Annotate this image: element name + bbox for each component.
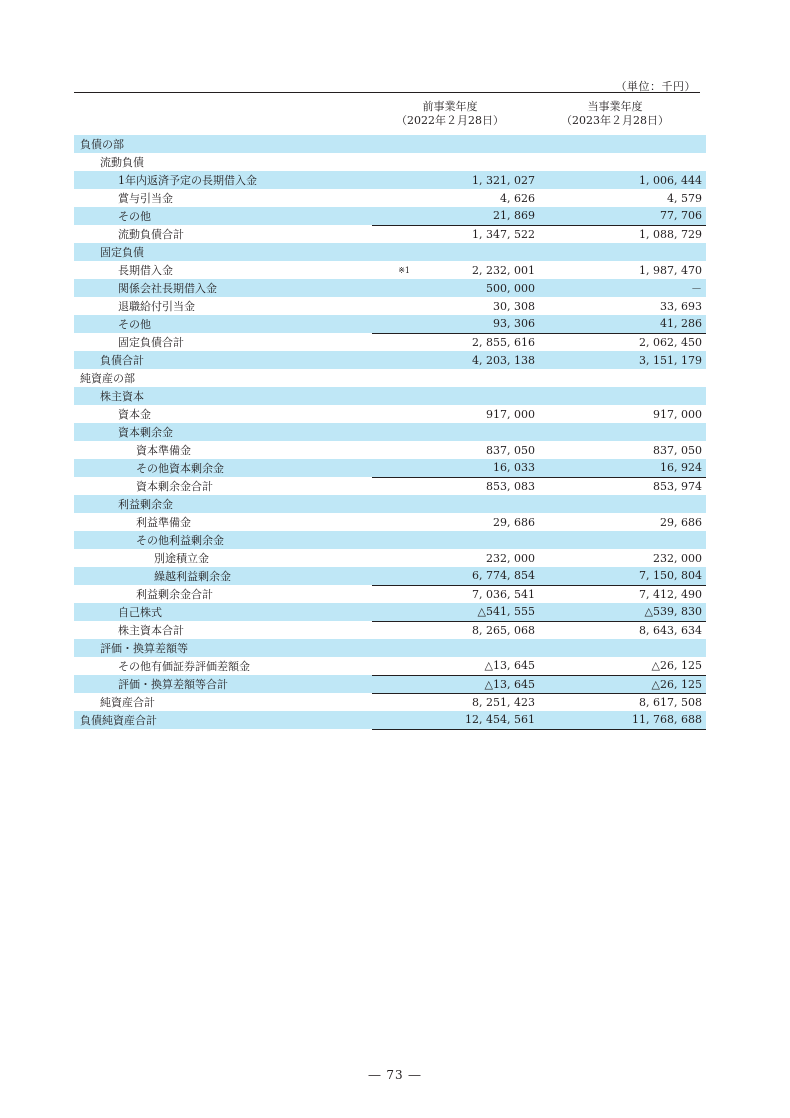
prev-year-value — [372, 513, 539, 531]
table-row — [74, 549, 706, 567]
row-label: その他 — [74, 315, 372, 333]
curr-year-value: 2, 062, 450 — [539, 333, 706, 351]
curr-year-value: 41, 286 — [539, 315, 706, 333]
prev-year-value — [372, 225, 539, 243]
prev-year-value — [372, 315, 539, 333]
prev-year-value — [372, 189, 539, 207]
prev-year-value — [372, 585, 539, 603]
curr-year-value: 29, 686 — [660, 515, 702, 529]
row-label: 利益剰余金 — [74, 495, 372, 513]
column-header-prev-date: （2022年２月28日） — [396, 114, 504, 127]
row-label: 1年内返済予定の長期借入金 — [74, 171, 372, 189]
prev-year-amount: 93, 306 — [493, 317, 535, 331]
row-label: 株主資本 — [74, 387, 372, 405]
curr-year-value: 1, 088, 729 — [539, 225, 706, 243]
row-label: 固定負債 — [74, 243, 372, 261]
prev-year-amount: 232, 000 — [486, 551, 535, 565]
table-row — [74, 585, 706, 603]
row-label: 負債純資産合計 — [74, 711, 372, 729]
curr-year-value: 853, 974 — [539, 477, 706, 495]
prev-year-value — [372, 297, 539, 315]
column-header-curr-date: （2023年２月28日） — [561, 114, 669, 127]
table-row — [74, 459, 706, 477]
column-header-prev-title: 前事業年度 — [422, 100, 478, 113]
table-row — [74, 621, 706, 639]
prev-year-value — [372, 207, 539, 225]
column-header-curr-year — [535, 100, 695, 128]
table-row — [74, 189, 706, 207]
row-label: 負債合計 — [74, 351, 372, 369]
row-label: 純資産合計 — [100, 696, 155, 709]
prev-year-value — [372, 675, 539, 693]
table-row — [74, 387, 706, 405]
row-label: 自己株式 — [74, 603, 372, 621]
curr-year-value: 917, 000 — [653, 407, 702, 421]
page-number: ― 73 ― — [368, 1068, 422, 1082]
table-row — [74, 675, 706, 693]
header-rule — [74, 92, 700, 93]
curr-year-value: △26, 125 — [651, 659, 702, 673]
prev-year-amount: 16, 033 — [493, 461, 535, 475]
curr-year-value: 7, 412, 490 — [539, 585, 706, 603]
prev-year-value — [372, 351, 539, 369]
curr-year-value: 3, 151, 179 — [539, 351, 706, 369]
prev-year-value — [372, 423, 539, 441]
row-label: その他 — [74, 207, 372, 225]
curr-year-value: 33, 693 — [660, 299, 702, 313]
prev-year-amount: △13, 645 — [484, 659, 535, 673]
table-row — [74, 135, 706, 153]
curr-year-value — [539, 387, 706, 405]
prev-year-value — [372, 711, 539, 729]
curr-year-value: 16, 924 — [539, 459, 706, 477]
prev-year-amount: 2, 232, 001 — [472, 263, 535, 277]
table-row — [74, 477, 706, 495]
row-label: 資本金 — [118, 408, 151, 421]
curr-year-value: 1, 987, 470 — [639, 263, 702, 277]
table-row — [74, 153, 706, 171]
curr-year-value: 837, 050 — [653, 443, 702, 457]
prev-year-value — [372, 261, 539, 279]
prev-year-amount: 500, 000 — [486, 281, 535, 295]
curr-year-value — [539, 495, 706, 513]
curr-year-value: 11, 768, 688 — [539, 711, 706, 729]
prev-year-value — [372, 621, 539, 639]
curr-year-value — [539, 531, 706, 549]
prev-year-amount: 853, 083 — [486, 479, 535, 493]
prev-year-amount: △13, 645 — [484, 677, 535, 691]
row-label: その他有価証券評価差額金 — [118, 660, 250, 673]
curr-year-value — [539, 369, 706, 387]
prev-year-amount: 8, 251, 423 — [472, 695, 535, 709]
prev-year-value — [372, 279, 539, 297]
table-row — [74, 351, 706, 369]
table-row — [74, 225, 706, 243]
row-label: 繰越利益剰余金 — [74, 567, 372, 585]
curr-year-value — [539, 423, 706, 441]
curr-year-value: 77, 706 — [539, 207, 706, 225]
unit-label: （単位：千円） — [615, 80, 696, 93]
prev-year-amount: 12, 454, 561 — [465, 713, 535, 727]
footnote-mark: ※1 — [398, 265, 411, 275]
prev-year-amount: 837, 050 — [486, 443, 535, 457]
prev-year-amount: 29, 686 — [493, 515, 535, 529]
prev-year-value — [372, 477, 539, 495]
table-row — [74, 279, 706, 297]
table-row — [74, 603, 706, 621]
prev-year-value — [372, 639, 539, 657]
prev-year-value — [372, 567, 539, 585]
row-label: 利益準備金 — [136, 516, 191, 529]
table-row — [74, 423, 706, 441]
prev-year-amount: 30, 308 — [493, 299, 535, 313]
row-label: 株主資本合計 — [118, 624, 184, 637]
prev-year-value — [372, 333, 539, 351]
row-label: 賞与引当金 — [118, 192, 173, 205]
curr-year-value: 8, 617, 508 — [539, 693, 706, 711]
row-label: 利益剰余金合計 — [136, 588, 213, 601]
table-row — [74, 297, 706, 315]
curr-year-value — [539, 135, 706, 153]
curr-year-value — [539, 243, 706, 261]
row-label: 評価・換算差額等 — [74, 639, 372, 657]
curr-year-value: 7, 150, 804 — [539, 567, 706, 585]
prev-year-value — [372, 657, 539, 675]
curr-year-value: △26, 125 — [539, 675, 706, 693]
row-label: 負債の部 — [74, 135, 372, 153]
prev-year-value — [372, 243, 539, 261]
row-label: 関係会社長期借入金 — [74, 279, 372, 297]
prev-year-value — [372, 441, 539, 459]
curr-year-value: 1, 006, 444 — [539, 171, 706, 189]
table-row — [74, 315, 706, 333]
prev-year-value — [372, 135, 539, 153]
row-label: 流動負債合計 — [118, 228, 184, 241]
row-label: 退職給付引当金 — [118, 300, 195, 313]
prev-year-value — [372, 549, 539, 567]
prev-year-amount: 1, 321, 027 — [472, 173, 535, 187]
prev-year-amount: △541, 555 — [477, 605, 535, 619]
row-label: 純資産の部 — [80, 372, 135, 385]
curr-year-value: 8, 643, 634 — [539, 621, 706, 639]
table-row — [74, 657, 706, 675]
row-label: その他資本剰余金 — [74, 459, 372, 477]
row-label: 資本剰余金 — [74, 423, 372, 441]
curr-year-value: － — [539, 279, 706, 297]
table-row — [74, 639, 706, 657]
curr-year-value — [539, 639, 706, 657]
prev-year-amount: 2, 855, 616 — [472, 335, 535, 349]
row-label: 資本剰余金合計 — [136, 480, 213, 493]
prev-year-value — [372, 405, 539, 423]
prev-year-amount: 7, 036, 541 — [472, 587, 535, 601]
table-row — [74, 441, 706, 459]
table-row — [74, 261, 706, 279]
balance-sheet-table — [74, 135, 706, 730]
row-label: 流動負債 — [100, 156, 144, 169]
column-header-prev-year — [370, 100, 530, 128]
prev-year-value — [372, 387, 539, 405]
curr-year-value: 4, 579 — [667, 191, 702, 205]
row-label: 固定負債合計 — [118, 336, 184, 349]
prev-year-value — [372, 603, 539, 621]
prev-year-amount: 6, 774, 854 — [472, 569, 535, 583]
table-row — [74, 531, 706, 549]
table-row — [74, 243, 706, 261]
column-header-curr-title: 当事業年度 — [587, 100, 643, 113]
table-row — [74, 567, 706, 585]
table-row — [74, 711, 706, 729]
row-label: 評価・換算差額等合計 — [74, 675, 372, 693]
table-row — [74, 513, 706, 531]
prev-year-amount: 1, 347, 522 — [472, 227, 535, 241]
prev-year-amount: 21, 869 — [493, 209, 535, 223]
row-label: その他利益剰余金 — [74, 531, 372, 549]
table-row — [74, 693, 706, 711]
row-label: 別途積立金 — [154, 552, 209, 565]
row-label: 長期借入金 — [118, 264, 173, 277]
table-row — [74, 495, 706, 513]
prev-year-value — [372, 369, 539, 387]
table-row — [74, 369, 706, 387]
prev-year-value — [372, 495, 539, 513]
prev-year-amount: 4, 203, 138 — [472, 353, 535, 367]
curr-year-value: △539, 830 — [539, 603, 706, 621]
prev-year-value — [372, 459, 539, 477]
prev-year-value — [372, 171, 539, 189]
prev-year-amount: 917, 000 — [486, 407, 535, 421]
prev-year-value — [372, 531, 539, 549]
prev-year-value — [372, 153, 539, 171]
prev-year-value — [372, 693, 539, 711]
row-label: 資本準備金 — [136, 444, 191, 457]
table-row — [74, 207, 706, 225]
table-row — [74, 405, 706, 423]
prev-year-amount: 4, 626 — [500, 191, 535, 205]
curr-year-value — [539, 153, 706, 171]
table-row — [74, 333, 706, 351]
table-row — [74, 171, 706, 189]
curr-year-value: 232, 000 — [653, 551, 702, 565]
prev-year-amount: 8, 265, 068 — [472, 623, 535, 637]
